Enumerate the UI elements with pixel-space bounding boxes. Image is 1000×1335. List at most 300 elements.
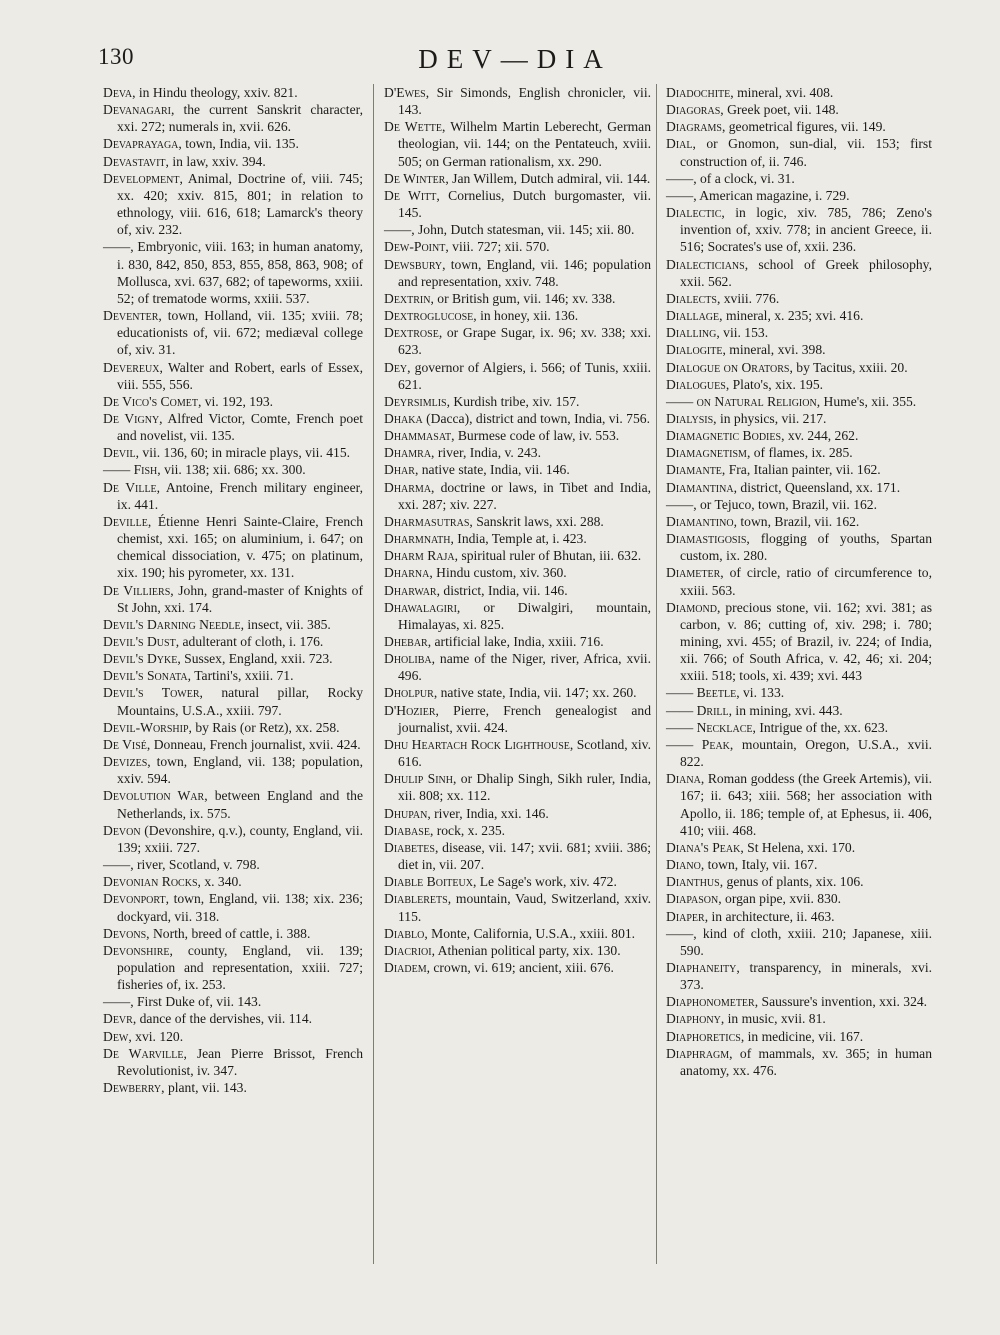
index-headword: Devil (103, 445, 136, 461)
index-entry (666, 135, 932, 169)
index-entry (384, 324, 651, 358)
index-entry (103, 736, 363, 753)
index-headword: —— Drill (666, 702, 729, 718)
index-reference: , North, breed of cattle, i. 388. (146, 925, 311, 941)
index-reference: , Alfred Victor, Comte, French poet and novelist, vii. 135. (117, 410, 364, 444)
index-headword: De Visé (103, 736, 147, 752)
index-headword: D'Ewes (384, 85, 426, 100)
index-reference: , viii. 727; xii. 570. (445, 239, 550, 255)
index-headword: —— on Natural Religion (666, 393, 817, 409)
index-reference: , Burmese code of law, iv. 553. (451, 428, 620, 444)
index-reference: (Dacca), district and town, India, vi. 756. (422, 410, 650, 426)
index-entry (666, 324, 932, 341)
index-headword: Diamond (666, 599, 717, 615)
page-number: 130 (98, 44, 134, 69)
index-reference: , vii. 153. (716, 325, 769, 341)
running-head: DEV—DIA (418, 44, 612, 74)
index-entry (103, 942, 363, 993)
index-reference: , or British gum, vii. 146; xv. 338. (430, 290, 616, 306)
index-entry (384, 427, 651, 444)
index-entry (666, 856, 932, 873)
index-entry (384, 942, 651, 959)
index-headword: De Villiers (103, 582, 171, 598)
index-entry (103, 719, 363, 736)
index-reference: , flogging of youths, Spartan custom, ix. 280. (680, 531, 932, 564)
index-headword: Diadem (384, 959, 427, 975)
index-reference: , Kurdish tribe, xiv. 157. (446, 393, 580, 409)
index-headword: Diaphoretics (666, 1028, 741, 1044)
index-headword: Diamantina (666, 479, 734, 495)
index-reference: , Sanskrit laws, xxi. 288. (469, 513, 604, 529)
index-entry (384, 890, 651, 924)
index-headword: Devonport (103, 891, 166, 907)
index-headword: Devil's Dyke (103, 651, 178, 667)
index-reference: , district, Queensland, xx. 171. (733, 479, 901, 495)
index-reference: , by Tacitus, xxiii. 20. (789, 359, 908, 375)
index-entry (666, 256, 932, 290)
index-headword: Dhu Heartach Rock Lighthouse (384, 736, 570, 752)
index-headword: Diamante (666, 462, 722, 478)
index-entry (103, 410, 363, 444)
index-reference: , Fra, Italian painter, vii. 162. (721, 462, 881, 478)
index-entry (103, 101, 363, 135)
index-entry (103, 684, 363, 718)
index-reference: , precious stone, vii. 162; xvi. 381; as carbon, v. 86; cutting of, xiv. 298; i. 780; mining, xvi. 455; of Brazil, iv. 224; of India, xii. 766; of South Africa, v. 42, 46; xi. 204; xxiii. 518; tools, xi. 439; xvi. 443 (680, 599, 932, 684)
index-headword: Diaphonometer (666, 994, 755, 1010)
index-entry (384, 393, 651, 410)
index-reference: , American magazine, i. 729. (693, 187, 850, 203)
index-entry (666, 684, 932, 701)
index-entry (384, 238, 651, 255)
index-headword: Diaphaneity (666, 959, 737, 975)
index-entry (384, 187, 651, 221)
index-entry (103, 1079, 363, 1096)
index-entry (666, 461, 932, 478)
index-headword: Devonshire (103, 942, 170, 958)
index-reference: , or Gnomon, sun-dial, vii. 153; first construction of, ii. 746. (680, 136, 932, 169)
index-headword: Diaper (666, 908, 705, 924)
index-entry (666, 839, 932, 856)
index-headword: Deyrsimlis (384, 393, 447, 409)
index-entry (666, 341, 932, 358)
index-reference: , vii. 138; xii. 686; xx. 300. (157, 462, 306, 478)
index-headword: Dew-Point (384, 239, 446, 255)
index-reference: , Wilhelm Martin Leberecht, German theologian, vii. 144; on the Pentateuch, xviii. 505; on German rationalism, xx. 290. (398, 119, 652, 169)
index-entry (666, 410, 932, 427)
index-reference: , in physics, vii. 217. (713, 410, 827, 426)
index-headword: —— Beetle (666, 685, 737, 701)
index-headword: Devil's Sonata (103, 668, 188, 684)
index-headword: —— (384, 222, 412, 238)
index-reference: , town, Italy, vii. 167. (700, 857, 818, 873)
index-headword: Diamastigosis (666, 531, 747, 547)
index-reference: , in law, xxiv. 394. (165, 153, 266, 169)
index-headword: Dharmasutras (384, 513, 470, 529)
index-entry (666, 513, 932, 530)
index-headword: Dholiba (384, 651, 432, 667)
index-reference: , Jan Willem, Dutch admiral, vii. 144. (445, 170, 651, 186)
index-headword: Devil's Darning Needle (103, 616, 241, 632)
index-entry (103, 461, 363, 478)
index-entry (103, 1010, 363, 1027)
index-reference: , Sussex, England, xxii. 723. (177, 651, 333, 667)
index-headword: —— (666, 170, 694, 186)
index-entry (666, 890, 932, 907)
index-entry (666, 530, 932, 564)
index-entry (666, 376, 932, 393)
index-headword: Devaprayaga (103, 136, 179, 152)
index-entry (384, 822, 651, 839)
index-headword: Devereux (103, 359, 160, 375)
index-headword: Dialysis (666, 410, 714, 426)
index-entry (384, 118, 651, 169)
index-headword: Diaphragm (666, 1045, 730, 1061)
index-reference: , artificial lake, India, xxiii. 716. (427, 634, 604, 649)
index-reference: , town, Brazil, vii. 162. (733, 513, 860, 529)
index-headword: Diabetes (384, 839, 435, 855)
index-reference: , spiritual ruler of Bhutan, iii. 632. (454, 548, 642, 564)
index-entry (384, 736, 651, 770)
index-reference: , the current Sanskrit character, xxi. 272; numerals in, xvii. 626. (117, 102, 363, 135)
index-entry (384, 530, 651, 547)
index-entry (103, 822, 363, 856)
index-reference: , organ pipe, xvii. 830. (718, 891, 842, 907)
index-headword: Diaphony (666, 1011, 721, 1027)
index-reference: , transparency, in minerals, xvi. 373. (680, 959, 932, 993)
index-headword: Diallage (666, 308, 720, 324)
index-reference: , town, England, vii. 146; population and representation, xxiv. 748. (398, 256, 651, 289)
index-headword: De Winter (384, 170, 446, 186)
index-headword: —— (103, 994, 131, 1010)
index-entry (384, 925, 651, 942)
index-reference: , x. 340. (197, 874, 242, 890)
index-entry (103, 135, 363, 152)
index-reference: , town, England, vii. 138; population, xxiv. 594. (117, 754, 363, 787)
index-column-1 (103, 84, 363, 1096)
index-headword: —— (666, 925, 694, 941)
index-entry (384, 582, 651, 599)
index-headword: Diana (666, 771, 701, 787)
index-entry (103, 890, 363, 924)
index-reference: , Pierre, French genealogist and journalist, xvii. 424. (398, 702, 651, 735)
index-entry (666, 599, 932, 685)
index-reference: , county, England, vii. 139; population and representation, xxiii. 727; fisheries of, ix. 253. (117, 942, 363, 993)
index-headword: Devonian Rocks (103, 874, 198, 890)
index-entry (666, 204, 932, 255)
index-entry (666, 187, 932, 204)
index-reference: , name of the Niger, river, Africa, xvii. 496. (398, 651, 651, 684)
index-reference: , Scotland, xiv. 616. (398, 736, 651, 770)
index-headword: Diablerets (384, 891, 448, 907)
index-entry (666, 993, 932, 1010)
column-rule (373, 84, 374, 1264)
index-headword: Diacrioi (384, 942, 432, 958)
index-reference: , First Duke of, vii. 143. (130, 994, 262, 1010)
index-entry (666, 873, 932, 890)
index-headword: Dianthus (666, 874, 720, 890)
index-reference: , mineral, x. 235; xvi. 416. (719, 308, 864, 324)
index-entry (666, 170, 932, 187)
index-headword: Devons (103, 925, 147, 941)
index-entry (666, 479, 932, 496)
index-reference: , Embryonic, viii. 163; in human anatomy, i. 830, 842, 850, 853, 855, 858, 863, 908; of Mollusca, xvi. 637, 682; of tapeworms, xxiii. 52; of trematode worms, xxiii. 537. (117, 239, 363, 306)
index-reference: , John, Dutch statesman, vii. 145; xii. 80. (411, 222, 635, 238)
index-headword: Development (103, 170, 180, 186)
index-reference: , vi. 133. (736, 685, 785, 701)
index-reference: , river, India, xxi. 146. (427, 805, 549, 821)
index-entry (666, 1010, 932, 1027)
index-entry (384, 479, 651, 513)
index-entry (666, 84, 932, 101)
index-entry (384, 770, 651, 804)
index-entry (666, 118, 932, 135)
index-entry (384, 461, 651, 478)
index-reference: , Walter and Robert, earls of Essex, viii. 555, 556. (117, 359, 363, 392)
index-headword: Dhaka (384, 410, 423, 426)
index-headword: Dhebar (384, 634, 428, 649)
index-reference: , native state, India, vii. 146. (414, 462, 570, 478)
index-headword: —— Fish (103, 462, 158, 478)
index-reference: , Jean Pierre Brissot, French Revolutionist, iv. 347. (117, 1045, 363, 1078)
index-entry (103, 170, 363, 239)
index-entry (666, 925, 932, 959)
index-headword: Dextrin (384, 290, 431, 306)
index-reference: , disease, vii. 147; xvii. 681; xviii. 386; diet in, vii. 207. (398, 839, 651, 873)
index-headword: Dialogite (666, 342, 723, 358)
index-headword: Devanagari (103, 102, 171, 118)
index-headword: De Wette (384, 119, 443, 135)
index-column-2 (384, 84, 651, 976)
index-reference: , adulterant of cloth, i. 176. (175, 634, 324, 649)
index-headword: Dharwar (384, 582, 437, 598)
index-headword: Dialects (666, 290, 717, 306)
index-headword: Diamantino (666, 513, 734, 529)
index-reference: , rock, x. 235. (429, 822, 506, 838)
index-entry (384, 290, 651, 307)
index-reference: , Sir Simonds, English chronicler, vii. 143. (398, 85, 651, 118)
index-reference: , in music, xvii. 81. (720, 1011, 826, 1027)
index-reference: , of a clock, vi. 31. (693, 170, 795, 186)
index-reference: , Animal, Doctrine of, viii. 745; xx. 420; xxiv. 815, 801; in relation to ethnology, viii. 616, 618; Lamarck's theory of, xiv. 232. (117, 170, 363, 238)
index-entry (103, 650, 363, 667)
index-entry (384, 359, 651, 393)
index-entry (666, 959, 932, 993)
index-headword: De Ville (103, 479, 157, 495)
index-entry (103, 753, 363, 787)
index-headword: Diablo (384, 925, 425, 941)
index-headword: —— Peak (666, 736, 730, 752)
index-headword: Diagoras (666, 102, 721, 118)
index-reference: , Le Sage's work, xiv. 472. (472, 874, 617, 890)
index-entry (384, 633, 651, 650)
index-reference: , Donneau, French journalist, xvii. 424. (146, 736, 361, 752)
index-headword: Dhupan (384, 805, 428, 821)
index-headword: Diagrams (666, 119, 722, 135)
column-rule (656, 84, 657, 1264)
index-headword: Diapason (666, 891, 719, 907)
index-reference: (Devonshire, q.v.), county, England, vii. 139; xxiii. 727. (117, 822, 363, 855)
index-headword: Dextroglucose (384, 308, 474, 324)
index-reference: , of mammals, xv. 365; in human anatomy, xx. 476. (680, 1045, 932, 1078)
index-entry (103, 513, 363, 582)
index-reference: , Roman goddess (the Greek Artemis), vii. 167; ii. 643; xiii. 568; her association with Apollo, ii. 186; temple of, at Ephesus, ii. 406, 410; viii. 468. (680, 771, 932, 838)
index-entry (103, 238, 363, 307)
index-reference: , Intrigue of the, xx. 623. (752, 719, 889, 735)
index-headword: Dhammasat (384, 428, 452, 444)
index-entry (666, 719, 932, 736)
index-headword: Dhulip Sinh (384, 771, 453, 787)
index-reference: , geometrical figures, vii. 149. (721, 119, 886, 135)
index-headword: Dew (103, 1028, 129, 1044)
index-headword: Dhamra (384, 445, 432, 461)
index-reference: , town, India, vii. 135. (178, 136, 299, 152)
index-entry (103, 633, 363, 650)
index-headword: Diano (666, 857, 701, 873)
index-headword: Deville (103, 513, 148, 529)
index-headword: Dharma (384, 479, 432, 495)
index-reference: , river, Scotland, v. 798. (130, 857, 260, 873)
index-entry (384, 84, 651, 118)
index-headword: Dhar (384, 462, 415, 478)
index-reference: , Saussure's invention, xxi. 324. (754, 994, 928, 1010)
index-headword: Dial (666, 136, 693, 152)
index-entry (384, 513, 651, 530)
index-headword: Dialectic (666, 205, 722, 221)
index-reference: , xviii. 776. (716, 290, 780, 306)
index-entry (384, 221, 651, 238)
index-reference: , Antoine, French military engineer, ix. 441. (117, 479, 363, 512)
index-headword: Diameter (666, 565, 721, 581)
index-entry (103, 582, 363, 616)
index-entry (666, 444, 932, 461)
index-headword: Devastavit (103, 153, 166, 169)
index-entry (666, 359, 932, 376)
index-headword: Devon (103, 822, 141, 838)
index-reference: , Monte, California, U.S.A., xxiii. 801. (424, 925, 636, 941)
index-reference: , native state, India, vii. 147; xx. 260. (433, 685, 637, 701)
index-headword: Dextrose (384, 325, 439, 341)
index-entry (666, 770, 932, 839)
index-headword: Diamagnetic Bodies (666, 428, 782, 444)
index-reference: , between England and the Netherlands, ix. 575. (117, 788, 363, 821)
index-entry (666, 427, 932, 444)
index-entry (384, 547, 651, 564)
index-entry (666, 496, 932, 513)
index-reference: , St Helena, xxi. 170. (740, 839, 856, 855)
index-reference: , in Hindu theology, xxiv. 821. (132, 85, 298, 100)
index-reference: , or Dhalip Singh, Sikh ruler, India, xii. 808; xx. 112. (398, 771, 651, 804)
index-reference: , river, India, v. 243. (431, 445, 541, 461)
index-reference: , kind of cloth, xxiii. 210; Japanese, xiii. 590. (680, 925, 932, 958)
index-entry (384, 650, 651, 684)
index-entry (384, 684, 651, 701)
index-reference: , xvi. 120. (128, 1028, 184, 1044)
index-reference: , Plato's, xix. 195. (725, 376, 824, 392)
index-headword: Devil-Worship (103, 719, 189, 735)
index-reference: , in logic, xiv. 785, 786; Zeno's invention of, xxiv. 778; in ancient Greece, ii. 516; Socrates's use of, xxii. 236. (680, 205, 932, 255)
index-entry (103, 1045, 363, 1079)
index-entry (666, 101, 932, 118)
index-reference: , mineral, xvi. 408. (730, 85, 834, 100)
index-entry (103, 307, 363, 358)
index-reference: , of circle, ratio of circumference to, xxiii. 563. (680, 565, 932, 598)
index-entry (103, 153, 363, 170)
index-reference: , Hindu custom, xiv. 360. (429, 565, 567, 581)
index-reference: , vii. 136, 60; in miracle plays, vii. 415. (135, 445, 351, 461)
index-reference: , crown, vi. 619; ancient, xiii. 676. (426, 959, 614, 975)
index-entry (666, 307, 932, 324)
index-entry (384, 805, 651, 822)
index-entry (103, 359, 363, 393)
index-reference: , Tartini's, xxiii. 71. (187, 668, 294, 684)
index-entry (103, 84, 363, 101)
index-reference: , dance of the dervishes, vii. 114. (132, 1011, 313, 1027)
index-entry (384, 702, 651, 736)
index-headword: Deva (103, 85, 133, 100)
index-reference: , Cornelius, Dutch burgomaster, vii. 145. (398, 187, 651, 221)
index-headword: Dialecticians (666, 256, 745, 272)
index-reference: , Athenian political party, xix. 130. (431, 942, 621, 958)
index-reference: , governor of Algiers, i. 566; of Tunis, xxiii. 621. (398, 359, 651, 392)
index-entry (103, 479, 363, 513)
index-reference: , mountain, Oregon, U.S.A., xvii. 822. (680, 736, 932, 770)
index-reference: , district, India, vii. 146. (436, 582, 568, 598)
index-headword: —— (103, 857, 131, 873)
index-reference: , mountain, Vaud, Switzerland, xxiv. 115. (398, 891, 651, 924)
index-headword: Devil's Dust (103, 634, 176, 649)
index-headword: Diable Boiteux (384, 874, 473, 890)
index-entry (103, 444, 363, 461)
index-headword: —— Necklace (666, 719, 753, 735)
index-reference: , or Grape Sugar, ix. 96; xv. 338; xxi. 623. (398, 325, 651, 358)
index-reference: , or Tejuco, town, Brazil, vii. 162. (693, 496, 877, 512)
index-entry (384, 839, 651, 873)
index-reference: , Étienne Henri Sainte-Claire, French chemist, xxi. 165; on aluminium, i. 647; on chemical dissociation, v. 475; on platinum, xix. 190; his pyrometer, xx. 131. (117, 513, 363, 581)
index-reference: , mineral, xvi. 398. (722, 342, 826, 358)
index-headword: Devizes (103, 754, 148, 770)
index-reference: , natural pillar, Rocky Mountains, U.S.A., xxiii. 797. (117, 685, 363, 718)
index-entry (666, 393, 932, 410)
index-headword: Dholpur (384, 685, 434, 701)
index-headword: De Witt (384, 187, 437, 203)
index-headword: —— (103, 239, 131, 255)
index-entry (384, 444, 651, 461)
index-reference: , doctrine or laws, in Tibet and India, xxi. 287; xiv. 227. (398, 479, 651, 512)
index-entry (103, 873, 363, 890)
index-entry (666, 736, 932, 770)
index-headword: Devil's Tower (103, 685, 200, 701)
index-reference: , Hume's, xii. 355. (816, 393, 917, 409)
index-reference: , in medicine, vii. 167. (740, 1028, 864, 1044)
index-headword: Dharna (384, 565, 430, 581)
index-headword: Devolution War (103, 788, 205, 804)
index-reference: , town, England, vii. 138; xix. 236; dockyard, vii. 318. (117, 891, 363, 924)
index-entry (666, 290, 932, 307)
index-entry (384, 410, 651, 427)
index-headword: Diadochite (666, 85, 731, 100)
index-entry (384, 599, 651, 633)
index-headword: Diamagnetism (666, 445, 747, 461)
index-entry (666, 1028, 932, 1045)
index-entry (666, 702, 932, 719)
index-reference: , town, Holland, vii. 135; xviii. 78; educationists of, vii. 672; mediæval college of, xiv. 31. (117, 308, 363, 358)
index-entry (103, 667, 363, 684)
index-entry (384, 170, 651, 187)
index-entry (666, 564, 932, 598)
index-reference: , insect, vii. 385. (240, 616, 331, 632)
index-headword: Dialogue on Orators (666, 359, 790, 375)
index-headword: —— (666, 187, 694, 203)
